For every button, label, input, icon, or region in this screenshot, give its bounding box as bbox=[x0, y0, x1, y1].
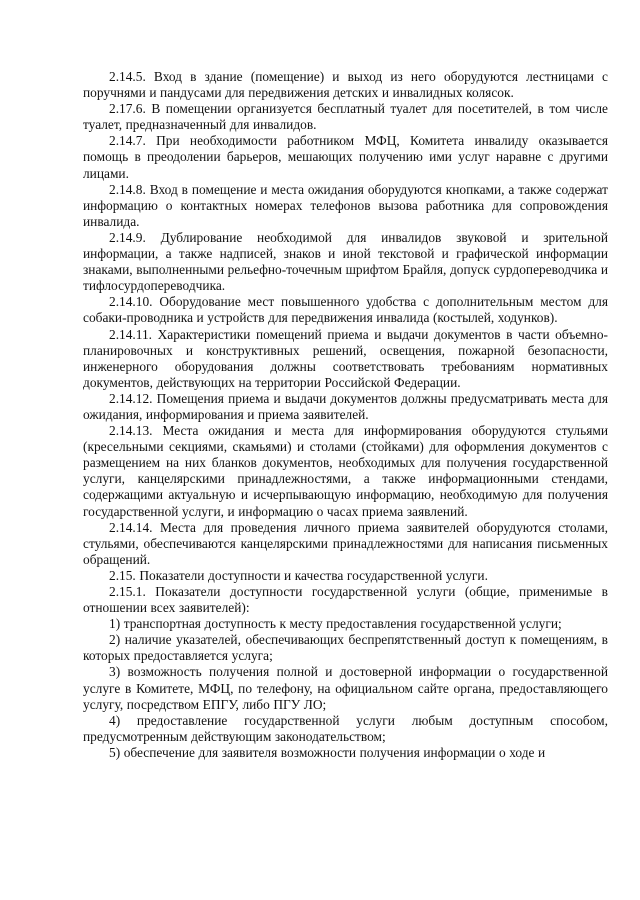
list-item-4: 4) предоставление государственной услуги любым доступным способом, предусмотренным действующим законодательством; bbox=[83, 712, 608, 744]
paragraph-2-14-5: 2.14.5. Вход в здание (помещение) и выход из него оборудуются лестницами с поручнями и пандусами для передвижения детских и инвалидных колясок. bbox=[83, 69, 608, 101]
list-item-2: 2) наличие указателей, обеспечивающих беспрепятственный доступ к помещениям, в которых предоставляется услуга; bbox=[83, 632, 608, 664]
paragraph-2-15: 2.15. Показатели доступности и качества государственной услуги. bbox=[109, 567, 488, 583]
paragraph-2-14-10: 2.14.10. Оборудование мест повышенного удобства с дополнительным местом для собаки-проводника и устройств для передвижения инвалида (костылей, ходунков). bbox=[83, 294, 608, 326]
paragraph-2-14-7: 2.14.7. При необходимости работником МФЦ, Комитета инвалиду оказывается помощь в преодолении барьеров, мешающих получению ими услуг наравне с другими лицами. bbox=[83, 133, 608, 181]
paragraph-2-14-9: 2.14.9. Дублирование необходимой для инвалидов звуковой и зрительной информации, а также надписей, знаков и иной текстовой и графической информации знаками, выполненными рельефно-точечным шрифтом Брайля, допуск сурдопереводчика и тифлосурдопереводчика. bbox=[83, 229, 608, 294]
paragraph-2-14-13: 2.14.13. Места ожидания и места для информирования оборудуются стульями (кресельными секциями, скамьями) и столами (стойками) для оформления документов с размещением на них бланков документов, необходимых для получения государственной услуги, канцелярскими принадлежностями, а также информационными стендами, содержащими актуальную и исчерпывающую информацию, необходимую для получения государственной услуги, и информацию о часах приема заявлений. bbox=[83, 423, 608, 519]
list-item-5: 5) обеспечение для заявителя возможности получения информации о ходе и bbox=[109, 744, 546, 760]
paragraph-2-14-8: 2.14.8. Вход в помещение и места ожидания оборудуются кнопками, а также содержат информацию о контактных номерах телефонов вызова работника для сопровождения инвалида. bbox=[83, 181, 608, 229]
paragraph-2-14-11: 2.14.11. Характеристики помещений приема и выдачи документов в части объемно-планировочных и конструктивных решений, освещения, пожарной безопасности, инженерного оборудования должны соответствовать требованиям нормативных документов, действующих на территории Российской Федерации. bbox=[83, 326, 608, 390]
paragraph-2-14-14: 2.14.14. Места для проведения личного приема заявителей оборудуются столами, стульями, обеспечиваются канцелярскими принадлежностями для написания письменных обращений. bbox=[83, 519, 608, 567]
paragraph-2-15-1: 2.15.1. Показатели доступности государственной услуги (общие, применимые в отношении всех заявителей): bbox=[83, 584, 608, 616]
paragraph-2-14-12: 2.14.12. Помещения приема и выдачи документов должны предусматривать места для ожидания, информирования и приема заявителей. bbox=[83, 390, 608, 422]
list-item-1: 1) транспортная доступность к месту предоставления государственной услуги; bbox=[109, 616, 562, 632]
paragraph-2-17-6: 2.17.6. В помещении организуется бесплатный туалет для посетителей, в том числе туалет, предназначенный для инвалидов. bbox=[83, 101, 608, 133]
document-body bbox=[83, 69, 608, 761]
list-item-3: 3) возможность получения полной и достоверной информации о государственной услуге в Комитете, МФЦ, по телефону, на официальном сайте органа, предоставляющего услугу, посредством ЕПГУ, либо ПГУ ЛО; bbox=[83, 664, 608, 712]
